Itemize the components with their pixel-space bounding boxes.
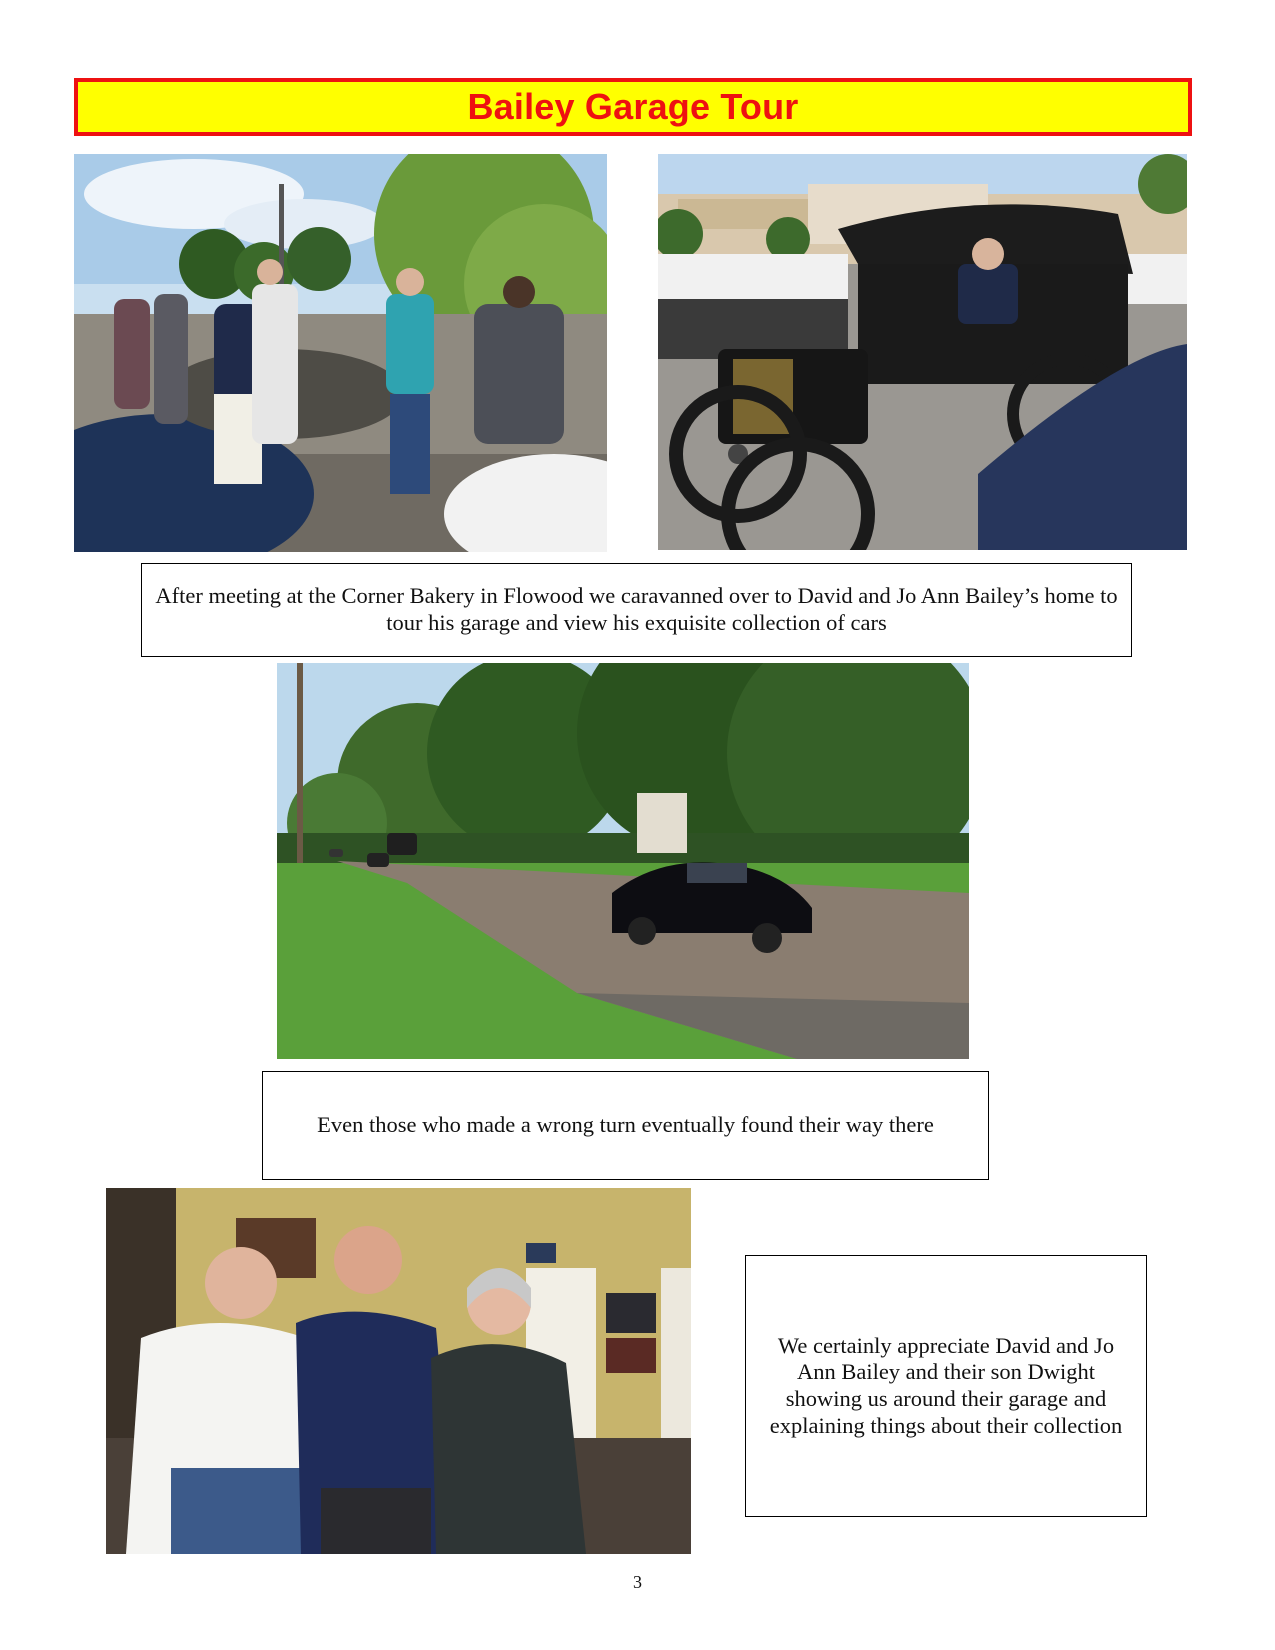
photo-group-parking-lot (74, 154, 607, 552)
title-banner (74, 78, 1192, 136)
caption-meeting-text: After meeting at the Corner Bakery in Flowood we caravanned over to David and Jo Ann Bailey’s home to tour his garage and view his exquisite collection of cars (155, 583, 1118, 635)
caption-appreciation-text: We certainly appreciate David and Jo Ann Bailey and their son Dwight showing us around their garage and explaining things about their collection (769, 1332, 1123, 1438)
photo-model-t (658, 154, 1187, 550)
photo-street-convoy (277, 663, 969, 1059)
caption-appreciation (745, 1255, 1147, 1517)
photo-hosts-portrait (106, 1188, 691, 1554)
page-number: 3 (633, 1572, 642, 1592)
page-title: Bailey Garage Tour (467, 86, 799, 127)
caption-wrong-turn-text: Even those who made a wrong turn eventually found their way there (317, 1112, 934, 1138)
caption-wrong-turn (262, 1071, 989, 1180)
caption-meeting (141, 563, 1132, 657)
